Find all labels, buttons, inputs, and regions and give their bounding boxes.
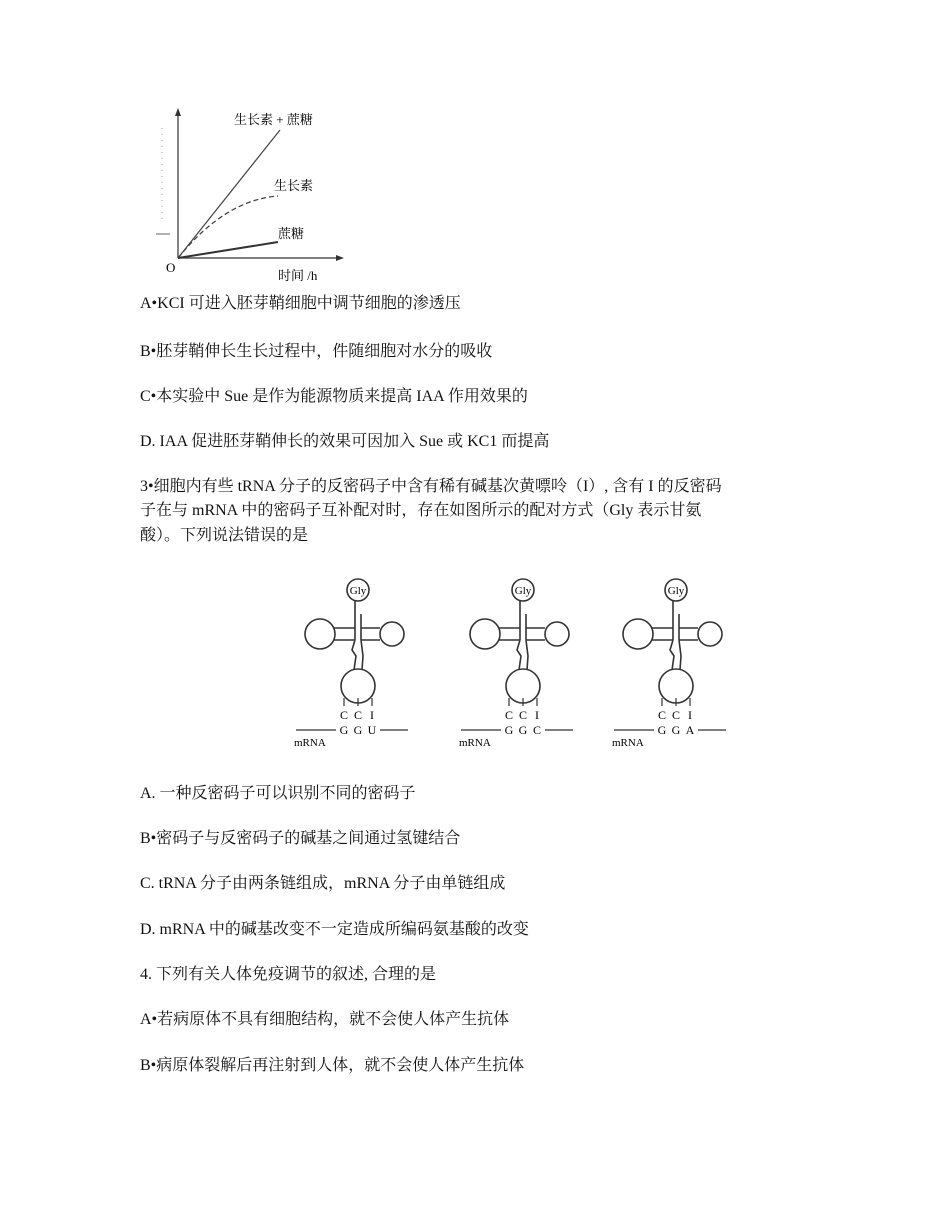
q4-option-a: A•若病原体不具有细胞结构，就不会使人体产生抗体	[140, 1011, 510, 1028]
graph-origin: O	[166, 260, 176, 275]
x-axis-label: 时间 /h	[278, 268, 318, 283]
anticodon-base: C	[504, 708, 514, 722]
codon-base: G	[671, 723, 681, 737]
q2-option-c: C•本实验中 Sue 是作为能源物质来提高 IAA 作用效果的	[140, 388, 528, 405]
q3-stem-line-1: 3•细胞内有些 tRNA 分子的反密码子中含有稀有碱基次黄嘌呤（I）, 含有 I 的反密码	[140, 478, 722, 495]
trna-molecule	[294, 579, 408, 749]
curve-label-auxin-sucrose: 生长素 + 蔗糖	[234, 112, 313, 127]
amino-acid-label: Gly	[349, 585, 367, 597]
q3-stem-line-2: 子在与 mRNA 中的密码子互补配对时，存在如图所示的配对方式（Gly 表示甘氨	[140, 502, 702, 519]
q3-option-b: B•密码子与反密码子的碱基之间通过氢键结合	[140, 830, 461, 847]
q4-option-b: B•病原体裂解后再注射到人体，就不会使人体产生抗体	[140, 1057, 525, 1074]
codon-base: C	[532, 723, 542, 737]
curve-label-sucrose: 蔗糖	[278, 226, 305, 241]
amino-acid-label: Gly	[667, 585, 685, 597]
anticodon-base: I	[688, 708, 692, 722]
codon-base: A	[685, 723, 695, 737]
q4-stem: 4. 下列有关人体免疫调节的叙述, 合理的是	[140, 966, 437, 983]
trna-pairing-diagram	[280, 570, 740, 760]
codon-base: G	[339, 723, 349, 737]
anticodon-base: C	[671, 708, 681, 722]
anticodon-base: C	[518, 708, 528, 722]
amino-acid-label: Gly	[514, 585, 532, 597]
q3-option-d: D. mRNA 中的碱基改变不一定造成所编码氨基酸的改变	[140, 921, 529, 938]
q2-option-d: D. IAA 促进胚芽鞘伸长的效果可因加入 Sue 或 KC1 而提高	[140, 433, 550, 450]
q3-option-a: A. 一种反密码子可以识别不同的密码子	[140, 785, 416, 802]
mrna-label: mRNA	[612, 737, 644, 749]
trna-molecule	[459, 579, 573, 749]
codon-base: G	[518, 723, 528, 737]
q3-option-c: C. tRNA 分子由两条链组成，mRNA 分子由单链组成	[140, 875, 506, 892]
mrna-label: mRNA	[294, 737, 326, 749]
anticodon-base: C	[339, 708, 349, 722]
codon-base: U	[367, 723, 377, 737]
mrna-label: mRNA	[459, 737, 491, 749]
codon-base: G	[353, 723, 363, 737]
codon-base: G	[504, 723, 514, 737]
q2-option-b: B•胚芽鞘伸长生长过程中，件随细胞对水分的吸收	[140, 343, 493, 360]
curve-label-auxin: 生长素	[274, 178, 314, 193]
anticodon-base: I	[370, 708, 374, 722]
q2-option-a: A•KCI 可进入胚芽鞘细胞中调节细胞的渗透压	[140, 295, 461, 312]
anticodon-base: C	[353, 708, 363, 722]
codon-base: G	[657, 723, 667, 737]
q3-stem-line-3: 酸）。下列说法错误的是	[140, 527, 309, 544]
anticodon-base: C	[657, 708, 667, 722]
trna-molecule	[612, 579, 726, 749]
growth-graph	[150, 100, 350, 290]
anticodon-base: I	[535, 708, 539, 722]
